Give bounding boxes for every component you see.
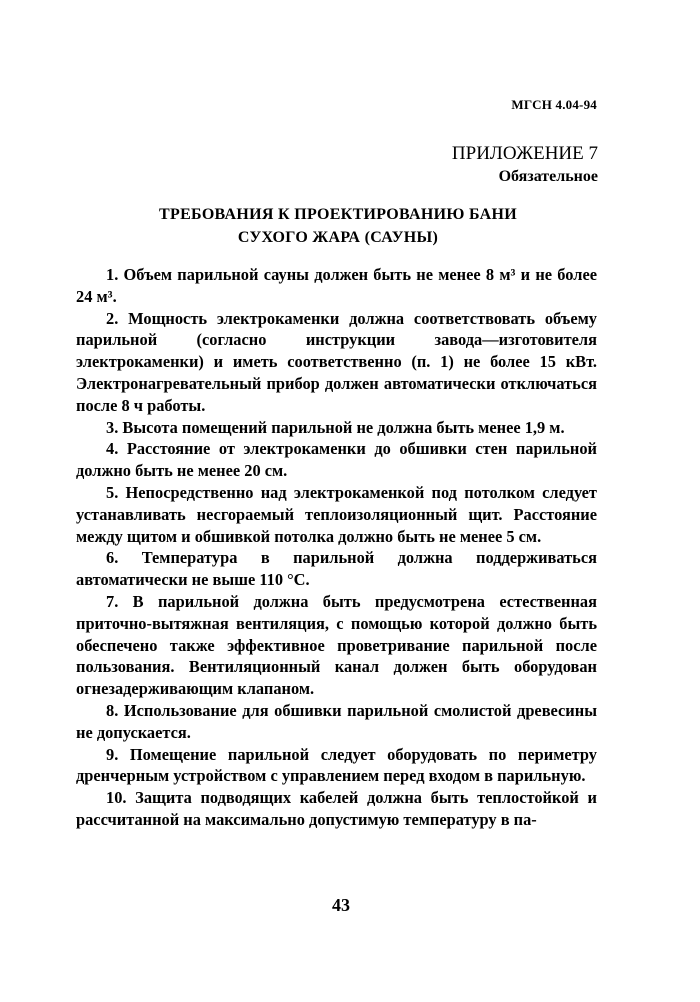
requirement-paragraph: 1. Объем парильной сауны должен быть не менее 8 м³ и не более 24 м³. — [76, 265, 597, 306]
appendix-block — [452, 142, 598, 188]
appendix-label: ПРИЛОЖЕНИЕ 7 — [451, 143, 598, 164]
requirement-paragraph: 3. Высота помещений парильной не должна быть менее 1,9 м. — [106, 417, 565, 437]
section-title — [78, 203, 598, 249]
appendix-status: Обязательное — [498, 168, 598, 185]
requirement-paragraph: 6. Температура в парильной должна поддерживаться автоматически не выше 110 °С. — [76, 548, 597, 590]
requirement-paragraph: 7. В парильной должна быть предусмотрена естественная приточно-вытяжная вентиляция, с помощью которой должно быть обеспечено также эффективное проветривание парильной после пользования. Вентиляционный канал должен быть оборудован огнезадерживающим клапаном. — [76, 591, 597, 699]
requirement-paragraph: 8. Использование для обшивки парильной смолистой древесины не допускается. — [76, 700, 597, 742]
page-number: 43 — [332, 895, 350, 915]
requirement-paragraph: 9. Помещение парильной следует оборудовать по периметру дренчерным устройством с управлением перед входом в парильную. — [76, 744, 597, 786]
requirement-paragraph: 2. Мощность электрокаменки должна соответствовать объему парильной (согласно инструкции завода—изготовителя электрокаменки) и иметь соответственно (п. 1) не более 15 кВт. Электронагревательный прибор должен автоматически отключаться после 8 ч работы. — [76, 308, 597, 415]
requirement-paragraph: 4. Расстояние от электрокаменки до обшивки стен парильной должно быть не менее 20 см. — [76, 439, 597, 481]
section-title-line-2: СУХОГО ЖАРА (САУНЫ) — [237, 229, 439, 246]
requirement-paragraph: 5. Непосредственно над электрокаменкой под потолком следует устанавливать несгораемый теплоизоляционный щит. Расстояние между щитом и обшивкой потолка должно быть не менее 5 см. — [76, 482, 597, 546]
requirement-paragraph: 10. Защита подводящих кабелей должна быть теплостойкой и рассчитанной на максимально допустимую температуру в па- — [76, 788, 597, 829]
section-title-line-1: ТРЕБОВАНИЯ К ПРОЕКТИРОВАНИЮ БАНИ — [159, 206, 517, 223]
document-code: МГСН 4.04-94 — [511, 97, 597, 112]
requirements-list — [76, 264, 597, 831]
